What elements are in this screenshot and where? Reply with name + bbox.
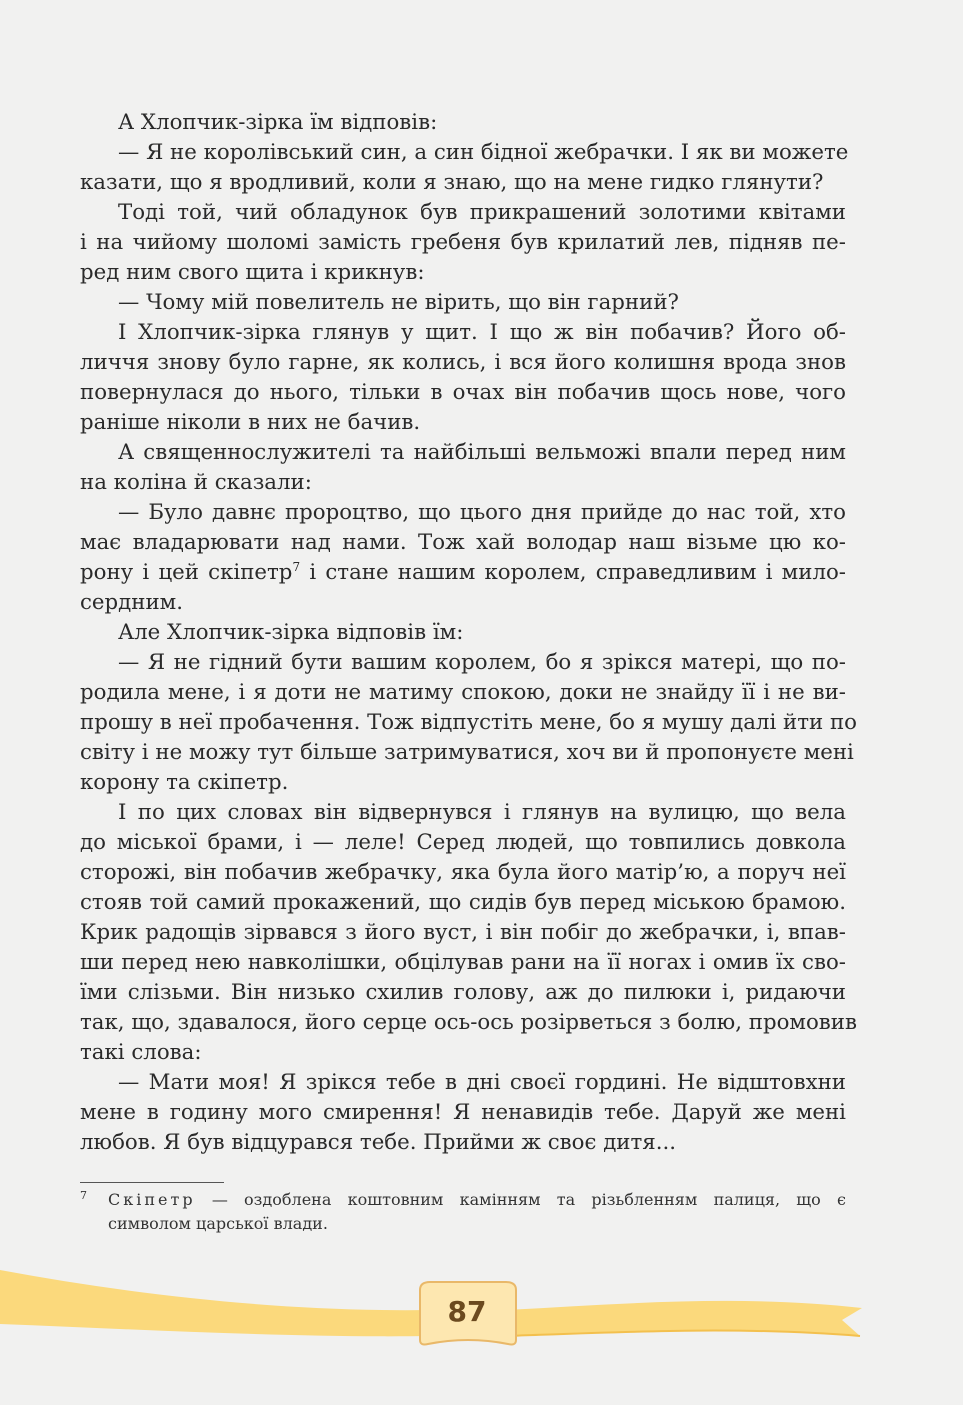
paragraph [80,288,846,318]
paragraph [80,138,849,198]
text-line: — Мати моя! Я зрікся тебе в дні своєї гордині. Не відштовхни [118,1070,846,1095]
text-line: Але Хлопчик-зірка відповів їм: [118,620,464,645]
text-line: личчя знову було гарне, як колись, і вся його колишня врода знов [80,350,846,375]
text-line: так, що, здавалося, його серце ось-ось розірветься з болю, промовив [80,1010,857,1035]
footnote-divider [80,1182,224,1183]
text-line: І Хлопчик-зірка глянув у щит. І що ж він побачив? Його об- [118,320,846,345]
text-line: А Хлопчик-зірка їм відповів: [118,110,438,135]
text-line: Крик радощів зірвався з його вуст, і він побіг до жебрачки, і, впав- [80,920,846,945]
paragraph [80,438,846,498]
text-line: ред ним свого щита і крикнув: [80,260,425,285]
footnote-ref[interactable]: 7 [292,559,301,574]
paragraph [80,318,846,438]
paragraph [80,198,846,288]
text-line: І по цих словах він відвернувся і глянув на вулицю, що вела [118,800,846,825]
text-line: Тоді той, чий обладунок був прикрашений золотими квітами [118,200,846,225]
footnote-definition: — оздоблена коштовним камінням та різьбленням палиця, що є [195,1190,846,1209]
text-line: ши перед нею навколішки, обцілував рани на її ногах і омив їх сво- [80,950,846,975]
footnote [80,1188,846,1236]
paragraph [80,798,857,1068]
text-line: стояв той самий прокажений, що сидів був перед міською брамою. [80,890,846,915]
text-line: на коліна й сказали: [80,470,312,495]
paragraph [80,108,846,138]
footnote-line [108,1188,846,1212]
paragraph [80,618,846,648]
text-line: і на чийому шоломі замість гребеня був крилатий лев, підняв пе- [80,230,846,255]
paragraph [80,498,846,618]
footnote-body [108,1188,846,1236]
body-text [80,108,857,1158]
text-line: до міської брами, і — леле! Серед людей, що товпились довкола [80,830,846,855]
text-line: мене в годину мого смирення! Я ненавидів тебе. Даруй же мені [80,1100,846,1125]
text-line: повернулася до нього, тільки в очах він побачив щось нове, чого [80,380,846,405]
text-line: такі слова: [80,1040,202,1065]
text-line: раніше ніколи в них не бачив. [80,410,421,435]
text-line-with-footnote [80,558,846,588]
text-line: любов. Я був відцурався тебе. Прийми ж своє дитя... [80,1130,677,1155]
text-line: має владарювати над нами. Тож хай володар наш візьме цю ко- [80,530,846,555]
footnote-mark: 7 [80,1189,87,1202]
text-line: А священнослужителі та найбільші вельможі впали перед ним [118,440,846,465]
text-line: — Чому мій повелитель не вірить, що він гарний? [118,290,679,315]
footnote-term: Скіпетр [108,1190,196,1209]
footnote-line: символом царської влади. [108,1214,328,1233]
text-line: — Я не королівський син, а син бідної жебрачки. І як ви можете [118,140,849,165]
paragraph [80,648,857,798]
ribbon-band [0,1270,430,1336]
text-line: — Я не гідний бути вашим королем, бо я зрікся матері, що по- [118,650,846,675]
text-line: сердним. [80,590,184,615]
text-line: — Було давнє пророцтво, що цього дня прийде до нас той, хто [118,500,846,525]
page-number: 87 [447,1295,487,1328]
text-line: корону та скіпетр. [80,770,289,795]
text-fragment: і стане нашим королем, справедливим і мило- [300,560,846,585]
paragraph [80,1068,846,1158]
text-line: казати, що я вродливий, коли я знаю, що на мене гидко глянути? [80,170,824,195]
text-line: їми слізьми. Він низько схилив голову, аж до пилюки і, ридаючи [80,980,846,1005]
text-line: родила мене, і я доти не матиму спокою, доки не знайду її і не ви- [80,680,846,705]
text-fragment: рону і цей скіпетр [80,560,293,585]
text-line: світу і не можу тут більше затримуватися, хоч ви й пропонуєте мені [80,740,854,765]
text-line: сторожі, він побачив жебрачку, яка була його матір’ю, а поруч неї [80,860,846,885]
text-line: прошу в неї пробачення. Тож відпустіть мене, бо я мушу далі йти по [80,710,857,735]
